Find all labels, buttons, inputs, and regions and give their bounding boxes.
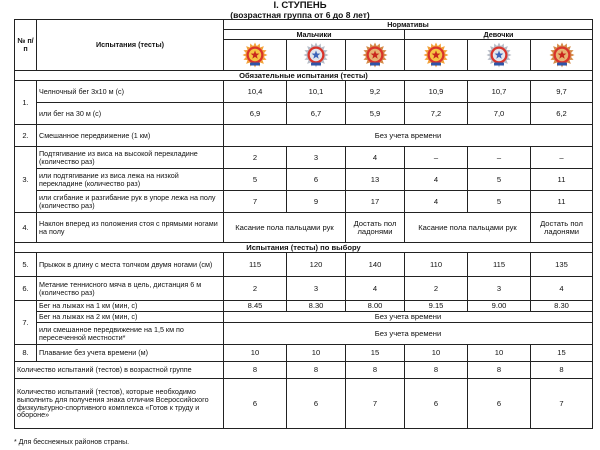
count-value: 8: [468, 362, 531, 379]
badge-ribbon: [370, 63, 380, 66]
row-number: 2.: [15, 125, 37, 147]
value-cell: 11: [531, 191, 593, 213]
value-cell: 2: [224, 277, 287, 301]
count-label: Количество испытаний (тестов) в возрастной группе: [15, 362, 224, 379]
gold-badge-icon: [423, 42, 449, 68]
row-label: или смешанное передвижение на 1,5 км по пересеченной местности*: [37, 323, 224, 345]
badge-cell: [287, 40, 346, 71]
row-label: Челночный бег 3х10 м (с): [37, 81, 224, 103]
badge-requirement-value: 6: [224, 379, 287, 429]
badge-cell: [346, 40, 405, 71]
value-cell: –: [468, 147, 531, 169]
bronze-badge-icon: [362, 42, 388, 68]
row-label: Прыжок в длину с места толчком двумя ногами (см): [37, 253, 224, 277]
table-row: [15, 323, 593, 345]
value-cell: 5: [468, 169, 531, 191]
value-cell: –: [531, 147, 593, 169]
count-value: 8: [531, 362, 593, 379]
page-header: [0, 0, 600, 20]
section-optional: Испытания (тесты) по выбору: [15, 243, 593, 253]
row-number: 5.: [15, 253, 37, 277]
badge-ribbon: [431, 63, 441, 66]
count-value: 8: [405, 362, 468, 379]
value-cell: 9,7: [531, 81, 593, 103]
table-row: [15, 253, 593, 277]
row-label: Бег на лыжах на 1 км (мин, с): [37, 301, 224, 312]
table-row: [15, 147, 593, 169]
row-label: или бег на 30 м (с): [37, 103, 224, 125]
badge-ribbon: [494, 63, 504, 66]
row-number: 3.: [15, 147, 37, 213]
bronze-badge-icon: [549, 42, 575, 68]
merged-value-cell: Без учета времени: [224, 125, 593, 147]
value-cell: 11: [531, 169, 593, 191]
badge-requirement-value: 6: [468, 379, 531, 429]
table-row: [15, 312, 593, 323]
row-number: 4.: [15, 213, 37, 243]
girls-touch-cell: Касание пола пальцами рук: [405, 213, 531, 243]
merged-value-cell: Без учета времени: [224, 312, 593, 323]
boys-reach-cell: Достать пол ладонями: [346, 213, 405, 243]
value-cell: 8.30: [531, 301, 593, 312]
value-cell: 4: [346, 277, 405, 301]
value-cell: 8.30: [287, 301, 346, 312]
table-row: [15, 169, 593, 191]
value-cell: 140: [346, 253, 405, 277]
badge-cell: [468, 40, 531, 71]
value-cell: 115: [468, 253, 531, 277]
value-cell: 6,7: [287, 103, 346, 125]
value-cell: 3: [287, 147, 346, 169]
value-cell: 3: [287, 277, 346, 301]
boys-touch-cell: Касание пола пальцами рук: [224, 213, 346, 243]
table-row: [15, 103, 593, 125]
col-norms-header: Нормативы: [224, 20, 593, 30]
value-cell: 15: [346, 345, 405, 362]
value-cell: 10,1: [287, 81, 346, 103]
section-required-row: [15, 71, 593, 81]
value-cell: –: [405, 147, 468, 169]
badge-cell: [531, 40, 593, 71]
value-cell: 10,7: [468, 81, 531, 103]
section-required: Обязательные испытания (тесты): [15, 71, 593, 81]
row-label: Наклон вперед из положения стоя с прямыми ногами на полу: [37, 213, 224, 243]
value-cell: 6,9: [224, 103, 287, 125]
silver-badge-icon: [486, 42, 512, 68]
table-row: [15, 301, 593, 312]
row-label: Смешанное передвижение (1 км): [37, 125, 224, 147]
value-cell: 17: [346, 191, 405, 213]
table-row: [15, 345, 593, 362]
value-cell: 4: [346, 147, 405, 169]
table-row: [15, 277, 593, 301]
table-row: [15, 213, 593, 243]
count-value: 8: [287, 362, 346, 379]
page-subtitle: (возрастная группа от 6 до 8 лет): [230, 9, 370, 20]
value-cell: 5,9: [346, 103, 405, 125]
row-label: Метание теннисного мяча в цель, дистанция 6 м (количество раз): [37, 277, 224, 301]
count-value: 8: [346, 362, 405, 379]
col-num-header: № п/п: [15, 20, 37, 71]
badge-requirement-value: 6: [405, 379, 468, 429]
value-cell: 9,2: [346, 81, 405, 103]
badge-ribbon: [557, 63, 567, 66]
row-label: или подтягивание из виса лежа на низкой перекладине (количество раз): [37, 169, 224, 191]
value-cell: 10: [287, 345, 346, 362]
row-number: 6.: [15, 277, 37, 301]
value-cell: 9.15: [405, 301, 468, 312]
value-cell: 4: [531, 277, 593, 301]
value-cell: 7,0: [468, 103, 531, 125]
badge-requirement-value: 6: [287, 379, 346, 429]
gold-badge-icon: [242, 42, 268, 68]
table-row: [15, 191, 593, 213]
badge-requirement-label: Количество испытаний (тестов), которые необходимо выполнить для получения знака отличия Всероссийского физкультурно-спортивного комплекса «Готов к труду и обороне»: [15, 379, 224, 429]
col-tests-header: Испытания (тесты): [37, 20, 224, 71]
count-value: 8: [224, 362, 287, 379]
row-label: или сгибание и разгибание рук в упоре лежа на полу (количество раз): [37, 191, 224, 213]
value-cell: 3: [468, 277, 531, 301]
row-label: Плавание без учета времени (м): [37, 345, 224, 362]
row-number: 1.: [15, 81, 37, 125]
footnote: * Для бесснежных районов страны.: [14, 439, 130, 446]
girls-reach-cell: Достать пол ладонями: [531, 213, 593, 243]
value-cell: 13: [346, 169, 405, 191]
table-row: [15, 81, 593, 103]
value-cell: 8.45: [224, 301, 287, 312]
merged-value-cell: Без учета времени: [224, 323, 593, 345]
badge-ribbon: [250, 63, 260, 66]
count-row: [15, 362, 593, 379]
badge-cell: [405, 40, 468, 71]
value-cell: 15: [531, 345, 593, 362]
value-cell: 2: [405, 277, 468, 301]
norms-table: [14, 19, 593, 429]
value-cell: 120: [287, 253, 346, 277]
boys-header: Мальчики: [224, 30, 405, 40]
value-cell: 7: [224, 191, 287, 213]
value-cell: 10,4: [224, 81, 287, 103]
value-cell: 6,2: [531, 103, 593, 125]
value-cell: 10: [468, 345, 531, 362]
value-cell: 6: [287, 169, 346, 191]
row-number: 8.: [15, 345, 37, 362]
value-cell: 5: [468, 191, 531, 213]
section-optional-row: [15, 243, 593, 253]
silver-badge-icon: [303, 42, 329, 68]
girls-header: Девочки: [405, 30, 593, 40]
row-label: Подтягивание из виса на высокой перекладине (количество раз): [37, 147, 224, 169]
value-cell: 9: [287, 191, 346, 213]
value-cell: 5: [224, 169, 287, 191]
value-cell: 10: [224, 345, 287, 362]
value-cell: 7,2: [405, 103, 468, 125]
header-row-1: [15, 20, 593, 30]
badge-cell: [224, 40, 287, 71]
value-cell: 135: [531, 253, 593, 277]
value-cell: 9.00: [468, 301, 531, 312]
value-cell: 8.00: [346, 301, 405, 312]
badge-ribbon: [311, 63, 321, 66]
page-title: I. СТУПЕНЬ: [273, 0, 327, 11]
badge-requirement-row: [15, 379, 593, 429]
table-row: [15, 125, 593, 147]
badge-requirement-value: 7: [346, 379, 405, 429]
value-cell: 2: [224, 147, 287, 169]
row-number: 7.: [15, 301, 37, 345]
value-cell: 110: [405, 253, 468, 277]
value-cell: 10: [405, 345, 468, 362]
value-cell: 115: [224, 253, 287, 277]
value-cell: 10,9: [405, 81, 468, 103]
badge-requirement-value: 7: [531, 379, 593, 429]
value-cell: 4: [405, 169, 468, 191]
row-label: Бег на лыжах на 2 км (мин, с): [37, 312, 224, 323]
value-cell: 4: [405, 191, 468, 213]
